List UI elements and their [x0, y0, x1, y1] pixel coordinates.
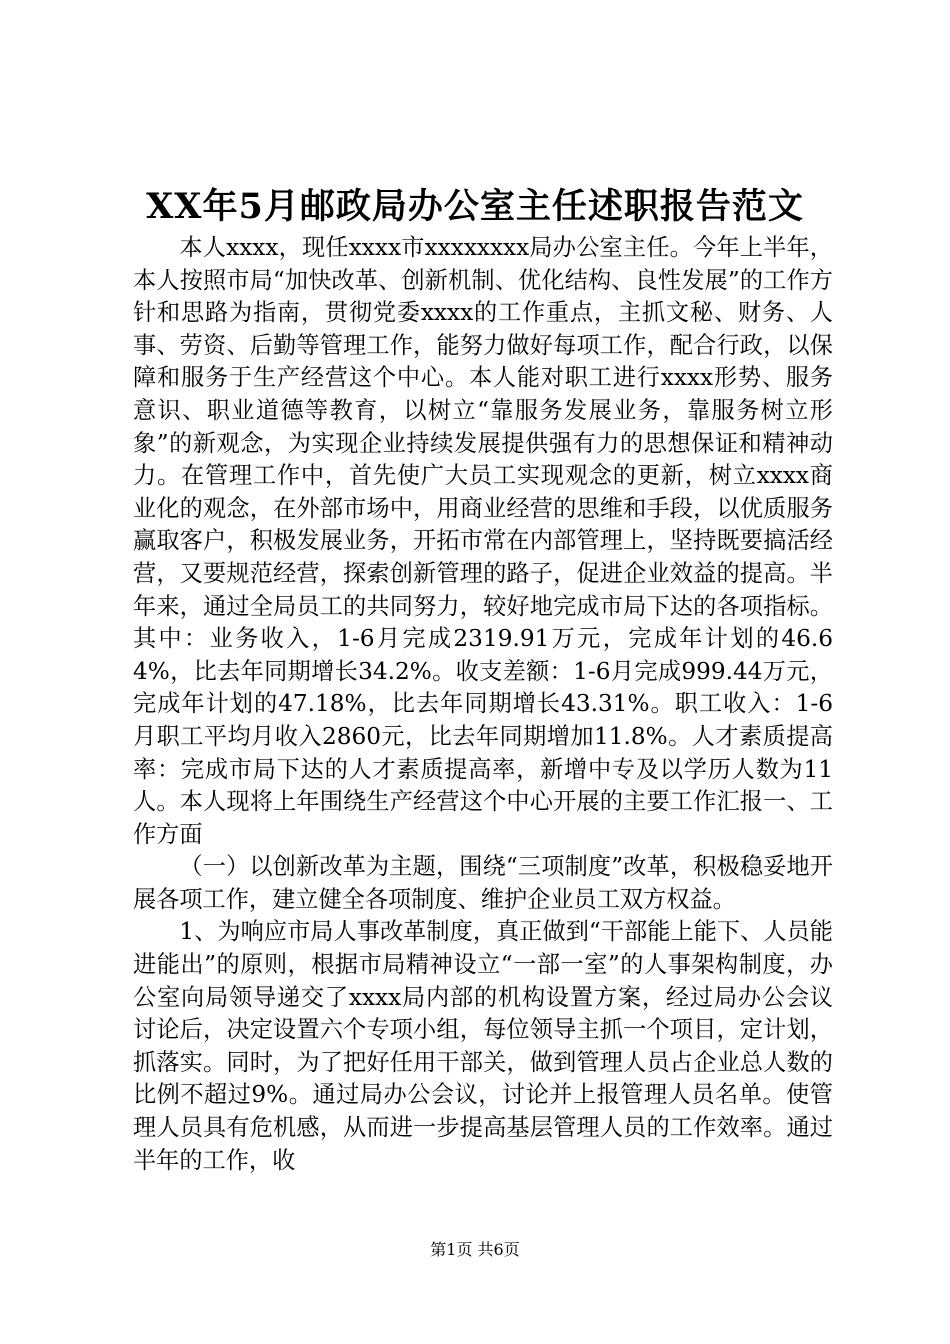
document-body: [133, 232, 833, 1177]
document-title: XX年5月邮政局办公室主任述职报告范文: [146, 186, 804, 227]
page-number-footer: 第1页 共6页: [430, 1240, 520, 1259]
body-paragraph-2: （一）以创新改革为主题，围绕“三项制度”改革，积极稳妥地开展各项工作，建立健全各项制度、维护企业员工双方权益。: [133, 853, 833, 913]
body-paragraph-3: 1、为响应市局人事改革制度，真正做到“干部能上能下、人员能进能出”的原则，根据市局精神设立“一部一室”的人事架构制度，办公室向局领导递交了xxxx局内部的机构设置方案，经过局办公会议讨论后，决定设置六个专项小组，每位领导主抓一个项目，定计划，抓落实。同时，为了把好任用干部关，做到管理人员占企业总人数的比例不超过9%。通过局办公会议，讨论并上报管理人员名单。使管理人员具有危机感，从而进一步提高基层管理人员的工作效率。通过半年的工作，收: [133, 918, 833, 1174]
body-paragraph-1: 本人xxxx，现任xxxx市xxxxxxxx局办公室主任。今年上半年，本人按照市局“加快改革、创新机制、优化结构、良性发展”的工作方针和思路为指南，贯彻党委xxxx的工作重点，主抓文秘、财务、人事、劳资、后勤等管理工作，能努力做好每项工作，配合行政，以保障和服务于生产经营这个中心。本人能对职工进行xxxx形势、服务意识、职业道德等教育，以树立“靠服务发展业务，靠服务树立形象”的新观念，为实现企业持续发展提供强有力的思想保证和精神动力。在管理工作中，首先使广大员工实现观念的更新，树立xxxx商业化的观念，在外部市场中，用商业经营的思维和手段，以优质服务赢取客户，积极发展业务，开拓市常在内部管理上，坚持既要搞活经营，又要规范经营，探索创新管理的路子，促进企业效益的提高。半年来，通过全局员工的共同努力，较好地完成市局下达的各项指标。其中：业务收入，1-6月完成2319.91万元，完成年计划的46.64%，比去年同期增长34.2%。收支差额：1-6月完成999.44万元，完成年计划的47.18%，比去年同期增长43.31%。职工收入：1-6月职工平均月收入2860元，比去年同期增加11.8%。人才素质提高率：完成市局下达的人才素质提高率，新增中专及以学历人数为11人。本人现将上年围绕生产经营这个中心开展的主要工作汇报一、工作方面: [133, 234, 833, 848]
